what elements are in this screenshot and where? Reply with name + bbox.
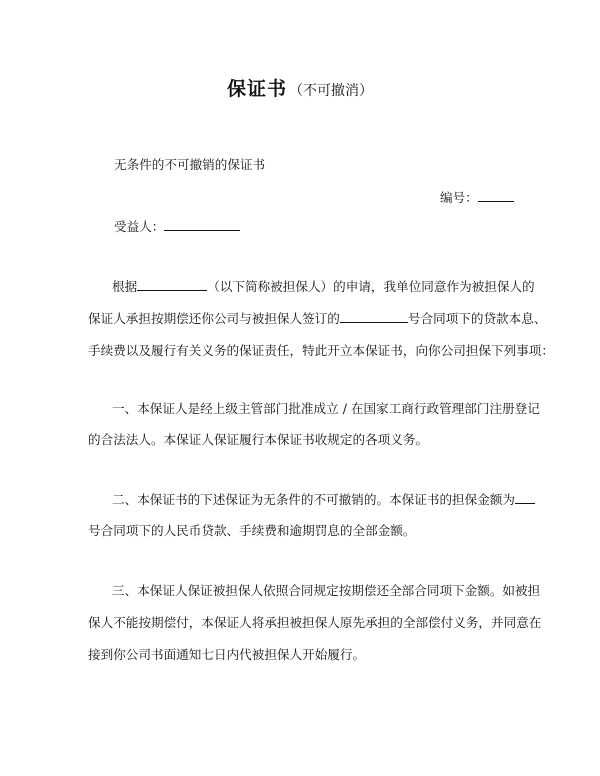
clause3-line-1: 三、本保证人保证被担保人依照合同规定按期偿还全部合同项下金额。如被担 bbox=[112, 583, 541, 598]
clause1-line-2: 的合法法人。本保证人保证履行本保证书收规定的各项义务。 bbox=[88, 432, 429, 447]
clause2-line-2: 号合同项下的人民币贷款、手续费和逾期罚息的全部金额。 bbox=[88, 523, 416, 538]
intro-line-1 bbox=[88, 278, 542, 296]
clause1-line-1: 一、本保证人是经上级主管部门批准成立 / 在国家工商行政管理部门注册登记 bbox=[112, 401, 540, 416]
intro-line-2 bbox=[88, 310, 547, 328]
beneficiary-field bbox=[114, 218, 240, 236]
intro-line-3: 手续费以及履行有关义务的保证责任，特此开立本保证书，向你公司担保下列事项： bbox=[88, 343, 554, 358]
number-field bbox=[440, 189, 514, 207]
clause2-line-1 bbox=[88, 491, 542, 509]
contract-no-blank bbox=[340, 310, 408, 323]
beneficiary-blank bbox=[164, 218, 240, 231]
intro-suffix: （以下简称被担保人）的申请，我单位同意作为被担保人的 bbox=[207, 279, 535, 294]
intro-line-2-prefix: 保证人承担按期偿还你公司与被担保人签订的 bbox=[88, 311, 340, 326]
amount-blank bbox=[515, 491, 535, 504]
subtitle: 无条件的不可撤销的保证书 bbox=[114, 157, 266, 172]
title-suffix: （不可撤消） bbox=[289, 83, 373, 99]
applicant-blank bbox=[137, 278, 207, 291]
clause3-line-2: 保人不能按期偿付，本保证人将承担被担保人原先承担的全部偿付义务，并同意在 bbox=[88, 615, 542, 630]
document-title bbox=[0, 74, 600, 101]
title-main: 保证书 bbox=[226, 78, 287, 100]
number-blank bbox=[478, 189, 514, 202]
intro-line-2-suffix: 号合同项下的贷款本息、 bbox=[407, 311, 547, 326]
intro-prefix: 根据 bbox=[112, 279, 138, 294]
number-label: 编号： bbox=[440, 190, 478, 205]
beneficiary-label: 受益人： bbox=[114, 219, 165, 234]
clause3-line-3: 接到你公司书面通知七日内代被担保人开始履行。 bbox=[88, 647, 366, 662]
clause2-text: 二、本保证书的下述保证为无条件的不可撤销的。本保证书的担保金额为 bbox=[112, 492, 515, 507]
